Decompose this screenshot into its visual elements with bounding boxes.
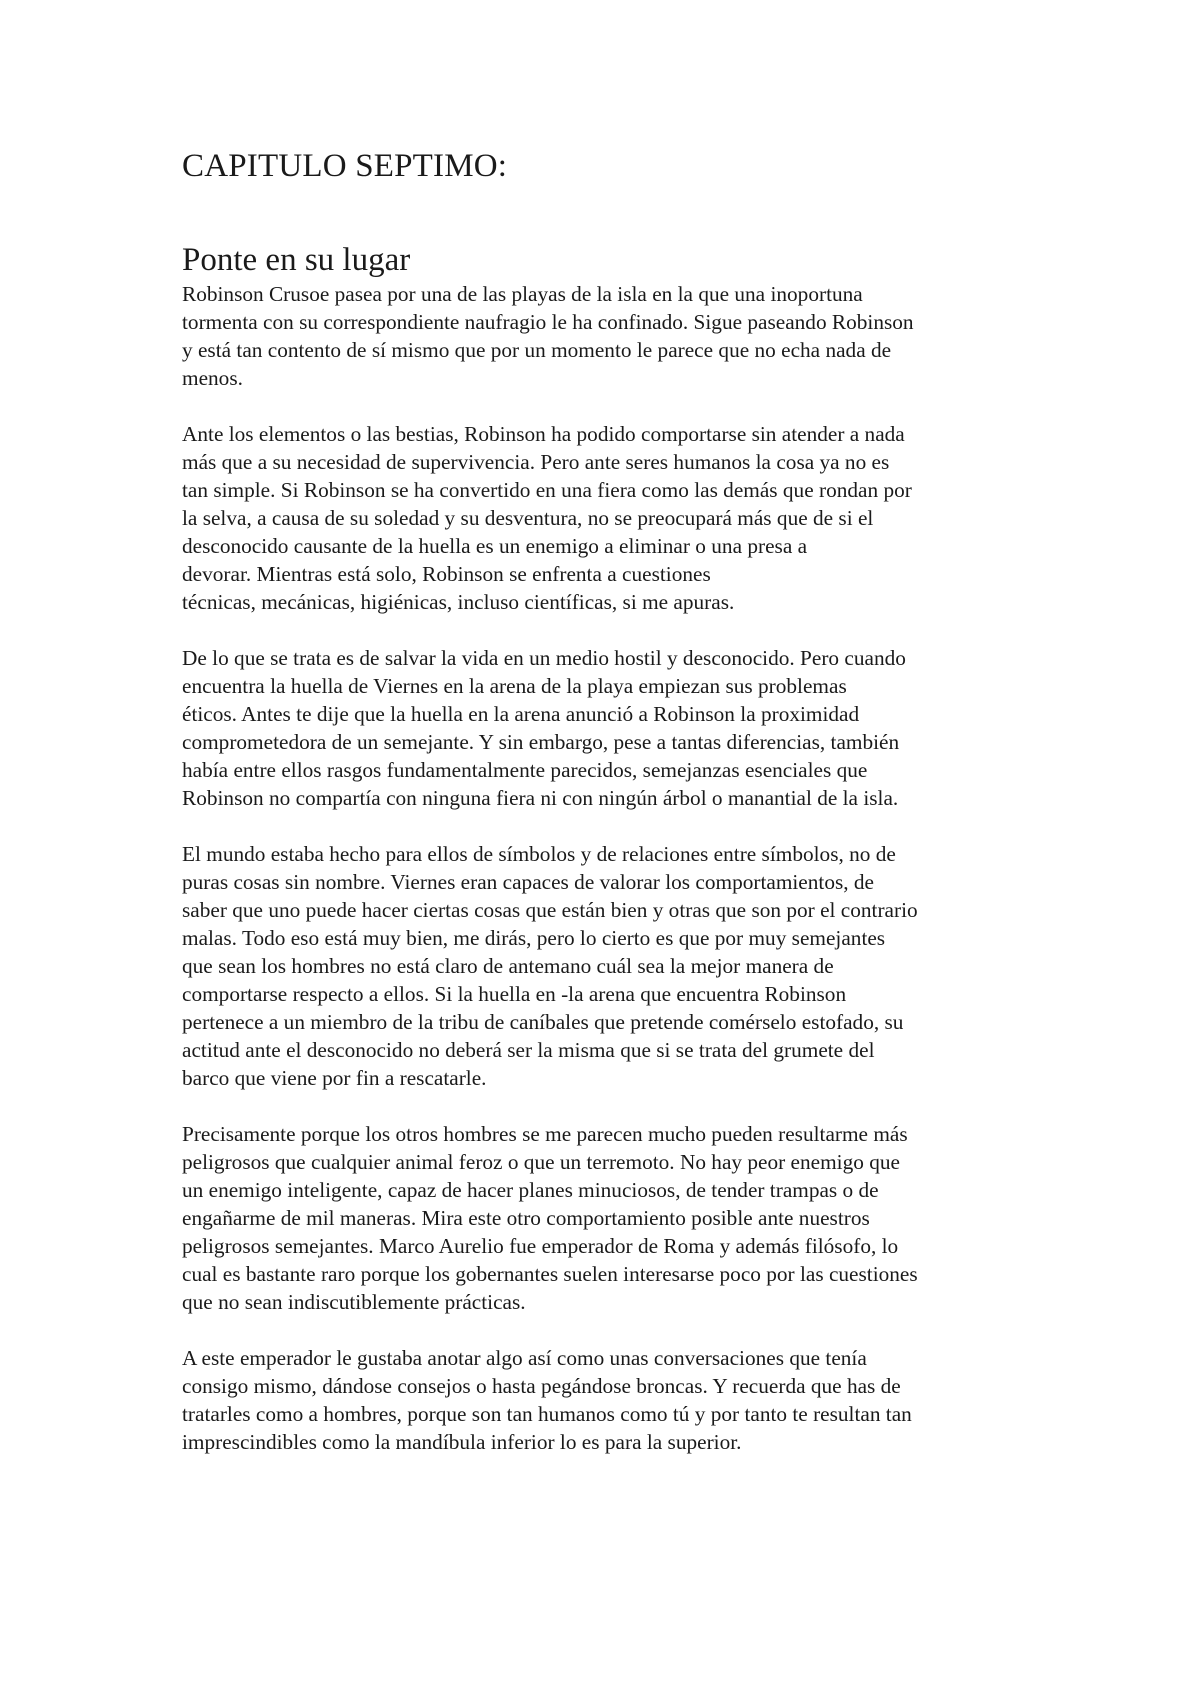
paragraph-3: De lo que se trata es de salvar la vida en un medio hostil y desconocido. Pero cuando encuentra la huella de Viernes en la arena de la playa empiezan sus problemas éticos. Antes te dije que la huella en la arena anunció a Robinson la proximidad comprometedora de un semejante. Y sin embargo, pese a tantas diferencias, también había entre ellos rasgos fundamentalmente parecidos, semejanzas esenciales que Robinson no compartía con ninguna fiera ni con ningún árbol o manantial de la isla. — [182, 646, 906, 810]
paragraph-6: A este emperador le gustaba anotar algo así como unas conversaciones que tenía consigo mismo, dándose consejos o hasta pegándose broncas. Y recuerda que has de tratarles como a hombres, porque son tan humanos como tú y por tanto te resultan tan imprescindibles como la mandíbula inferior lo es para la superior. — [182, 1346, 912, 1454]
section-title: Ponte en su lugar — [182, 242, 411, 278]
paragraph-2: Ante los elementos o las bestias, Robinson ha podido comportarse sin atender a nada más que a su necesidad de supervivencia. Pero ante seres humanos la cosa ya no es tan simple. Si Robinson se ha convertido en una fiera como las demás que rondan por la selva, a causa de su soledad y su desventura, no se preocupará más que de si el desconocido causante de la huella es un enemigo a eliminar o una presa a devorar. Mientras está solo, Robinson se enfrenta a cuestiones técnicas, mecánicas, higiénicas, incluso científicas, si me apuras. — [182, 422, 912, 614]
document-body — [182, 144, 1032, 1484]
paragraph-4: El mundo estaba hecho para ellos de símbolos y de relaciones entre símbolos, no de puras cosas sin nombre. Viernes eran capaces de valorar los comportamientos, de saber que uno puede hacer ciertas cosas que están bien y otras que son por el contrario malas. Todo eso está muy bien, me dirás, pero lo cierto es que por muy semejantes que sean los hombres no está claro de antemano cuál sea la mejor manera de comportarse respecto a ellos. Si la huella en -la arena que encuentra Robinson pertenece a un miembro de la tribu de caníbales que pretende comérselo estofado, su actitud ante el desconocido no deberá ser la misma que si se trata del grumete del barco que viene por fin a rescatarle. — [182, 842, 918, 1090]
paragraph-1: Robinson Crusoe pasea por una de las playas de la isla en la que una inoportuna tormenta con su correspondiente naufragio le ha confinado. Sigue paseando Robinson y está tan contento de sí mismo que por un momento le parece que no echa nada de menos. — [182, 282, 914, 390]
chapter-title: CAPITULO SEPTIMO: — [182, 148, 508, 184]
paragraph-5: Precisamente porque los otros hombres se me parecen mucho pueden resultarme más peligrosos que cualquier animal feroz o que un terremoto. No hay peor enemigo que un enemigo inteligente, capaz de hacer planes minuciosos, de tender trampas o de engañarme de mil maneras. Mira este otro comportamiento posible ante nuestros peligrosos semejantes. Marco Aurelio fue emperador de Roma y además filósofo, lo cual es bastante raro porque los gobernantes suelen interesarse poco por las cuestiones que no sean indiscutiblemente prácticas. — [182, 1122, 918, 1314]
